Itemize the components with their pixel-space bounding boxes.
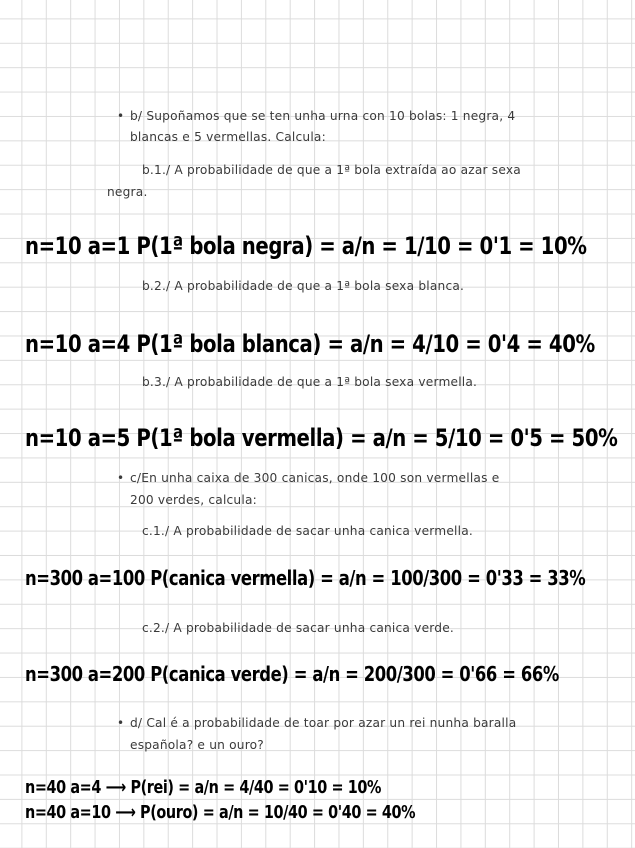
question-d-line2: española? e un ouro? [130,738,264,752]
bullet-c: • [117,471,125,485]
question-b1-line2: negra. [107,185,148,199]
question-c-line1: c/En unha caixa de 300 canicas, onde 100 son vermellas e [130,471,500,485]
question-b1-line1: b.1./ A probabilidade de que a 1ª bola extraída ao azar sexa [142,163,521,177]
question-c1: c.1./ A probabilidade de sacar unha canica vermella. [142,524,473,538]
question-b-line1: b/ Supoñamos que se ten unha urna con 10 bolas: 1 negra, 4 [130,109,516,123]
question-b2: b.2./ A probabilidade de que a 1ª bola sexa blanca. [142,279,465,293]
answer-b3-handwritten: n=10 a=5 P(1ª bola vermella) = a/n = 5/10 = 0'5 = 50% [25,424,618,452]
question-c-line2: 200 verdes, calcula: [130,493,257,507]
bullet-d: • [117,716,125,730]
answer-b2-handwritten: n=10 a=4 P(1ª bola blanca) = a/n = 4/10 = 0'4 = 40% [25,330,595,358]
question-d-line1: d/ Cal é a probabilidade de toar por azar un rei nunha baralla [130,716,517,730]
bullet-b: • [117,109,125,123]
question-b3: b.3./ A probabilidade de que a 1ª bola sexa vermella. [142,375,478,389]
answer-d-ouro-handwritten: n=40 a=10 ⟶ P(ouro) = a/n = 10/40 = 0'40 = 40% [25,802,416,823]
answer-d-rei-handwritten: n=40 a=4 ⟶ P(rei) = a/n = 4/40 = 0'10 = 10% [25,777,382,798]
answer-c2-handwritten: n=300 a=200 P(canica verde) = a/n = 200/300 = 0'66 = 66% [25,662,559,686]
question-b-line2: blancas e 5 vermellas. Calcula: [130,130,326,144]
question-c2: c.2./ A probabilidade de sacar unha canica verde. [142,621,454,635]
answer-c1-handwritten: n=300 a=100 P(canica vermella) = a/n = 100/300 = 0'33 = 33% [25,566,586,590]
answer-b1-handwritten: n=10 a=1 P(1ª bola negra) = a/n = 1/10 = 0'1 = 10% [25,232,587,260]
